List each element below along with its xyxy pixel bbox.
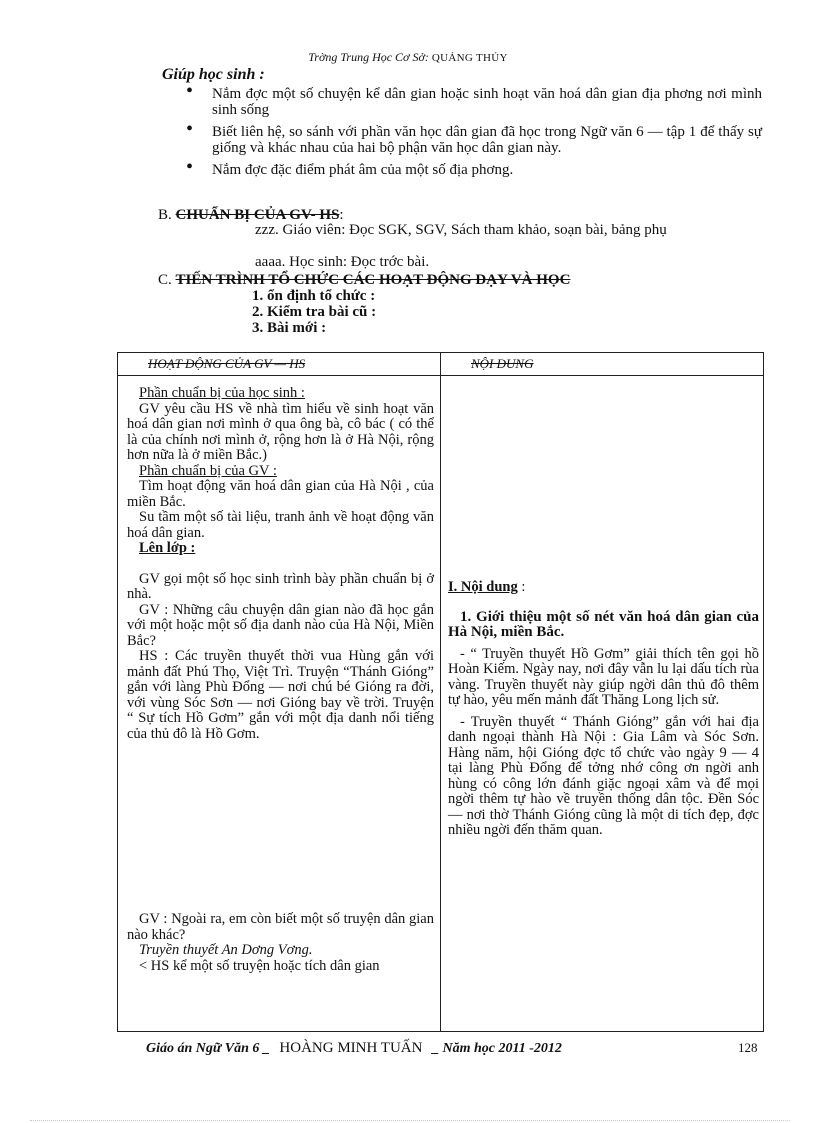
section-c-label: C. xyxy=(158,272,172,288)
activities-cell xyxy=(118,376,441,1032)
len-lop-heading: Lên lớp : xyxy=(139,540,196,556)
footer-author: HOÀNG MINH TUẤN xyxy=(279,1040,423,1056)
content-cell: I. Nội dung : 1. Giới thiệu một số nét văn hoá dân gian của Hà Nội, miền Bắc. - “ Truyền thuyết Hồ Gơm” giải thích tên gọi hồ Hoàn Kiếm. Ngày nay, nơi đây vẫn lu lại dấu tích rùa vàng. Truyền thuyết này giúp ngời dân thủ đô thêm tự hào, yêu mến mảnh đất Thăng Long lịch sử. - Truyền thuyết “ Thánh Gióng” gắn với hai địa danh ngoại thành Hà Nội : Gia Lâm và Sóc Sơn. Hàng năm, hội Gióng đợc tổ chức vào ngày 9 — 4 tại làng Phù Đổng để tởng nhớ công ơn ngời anh hùng có công lớn đánh giặc ngoại xâm và để mọi ngời thêm tự hào về truyền thống dân tộc. Đền Sóc — nơi thờ Thánh Gióng cũng là một di tích đẹp, đợc nhiều ngời đến thăm quan. xyxy=(441,376,764,1032)
goals-title: Giúp học sinh : xyxy=(162,66,265,83)
left-para: < HS kể một số truyện hoặc tích dân gian xyxy=(139,957,380,974)
left-para: GV : Những câu chuyện dân gian nào đã học gắn với một hoặc một số địa danh nào của Hà Nội, Miền Bắc? xyxy=(127,601,434,649)
table-body-row xyxy=(118,376,764,1032)
page-footer xyxy=(146,1040,786,1057)
left-para: GV : Ngoài ra, em còn biết một số truyện dân gian nào khác? xyxy=(127,911,434,943)
step-item: 3. Bài mới : xyxy=(252,320,327,336)
content-heading: I. Nội dung xyxy=(448,579,518,595)
left-para: Truyền thuyết An Dơng Vơng. xyxy=(139,942,313,958)
col-activities-header: HOẠT ĐỘNG CỦA GV — HS xyxy=(118,353,441,376)
prep-hs-title: Phần chuẩn bị của học sinh : xyxy=(139,385,305,401)
header-school: QUẢNG THỦY xyxy=(431,52,508,64)
section-b-label: B. xyxy=(158,207,172,223)
section-c-title: TIẾN TRÌNH TỔ CHỨC CÁC HOẠT ĐỘNG DẠY VÀ HỌC xyxy=(175,272,571,288)
content-para: - Truyền thuyết “ Thánh Gióng” gắn với hai địa danh ngoại thành Hà Nội : Gia Lâm và Sóc Sơn. Hàng năm, hội Gióng đợc tổ chức vào ngày 9 — 4 tại làng Phù Đổng để tởng nhớ công ơn ngời anh hùng có công lớn đánh giặc ngoại xâm và để mọi ngời thêm tự hào về truyền thống dân tộc. Đền Sóc — nơi thờ Thánh Gióng cũng là một di tích đẹp, đợc nhiều ngời đến thăm quan. xyxy=(448,713,759,838)
lesson-table xyxy=(117,352,764,1032)
prep-gv-text1: Tìm hoạt động văn hoá dân gian của Hà Nội , của miền Bắc. xyxy=(127,478,434,510)
goal-item: • Nắm đợc đặc điểm phát âm của một số địa phơng. xyxy=(186,162,762,178)
goal-item: • Nắm đợc một số chuyện kể dân gian hoặc sinh hoạt văn hoá dân gian địa phơng nơi mình sinh sống xyxy=(186,86,762,118)
section-c-heading xyxy=(158,272,570,289)
table-header-row xyxy=(118,353,764,376)
student-prep: aaaa. Học sinh: Đọc trớc bài. xyxy=(255,254,430,270)
left-para: GV gọi một số học sinh trình bày phần chuẩn bị ở nhà. xyxy=(127,570,434,602)
prep-hs-text: GV yêu cầu HS về nhà tìm hiểu về sinh hoạt văn hoá dân gian nơi mình ở qua ông bà, cô bác ( có thể là của chính nơi mình ở, rộng hơn là ở Hà Nội, rộng hơn nữa là ở miền Bắc.) xyxy=(127,400,434,463)
content-para: - “ Truyền thuyết Hồ Gơm” giải thích tên gọi hồ Hoàn Kiếm. Ngày nay, nơi đây vẫn lu lại dấu tích rùa vàng. Truyền thuyết này giúp ngời dân thủ đô thêm tự hào, yêu mến mảnh đất Thăng Long lịch sử. xyxy=(448,645,759,708)
header-prefix: Trờng Trung Học Cơ Sở: xyxy=(308,50,429,64)
footer-left: Giáo án Ngữ Văn 6 _ xyxy=(146,1041,270,1056)
footer-year: _ Năm học 2011 -2012 xyxy=(431,1041,562,1056)
step-item: 1. ổn định tổ chức : xyxy=(252,288,376,304)
col-content-header: NỘI DUNG xyxy=(441,353,764,376)
step-item: 2. Kiểm tra bài cũ : xyxy=(252,304,377,320)
goal-item: • Biết liên hệ, so sánh với phần văn học dân gian đã học trong Ngữ văn 6 — tập 1 để thấy sự giống và khác nhau của hai bộ phận văn học dân gian này. xyxy=(186,124,762,156)
prep-gv-text2: Su tầm một số tài liệu, tranh ảnh về hoạt động văn hoá dân gian. xyxy=(127,509,434,541)
prep-gv-title: Phần chuẩn bị của GV : xyxy=(139,462,277,479)
section-b-heading: B. CHUẨN BỊ CỦA GV- HS: xyxy=(158,207,344,223)
page-header xyxy=(0,50,816,65)
left-para: HS : Các truyền thuyết thời vua Hùng gắn với mảnh đất Phú Thọ, Việt Trì. Truyện “Thánh Gióng” gắn với làng Phù Đổng — nơi chú bé Gióng ra đời, với vùng Sóc Sơn — nơi Gióng bay về trời. Truyện “ Sự tích Hồ Gơm” gắn với một địa danh nổi tiếng của thủ đô là Hồ Gơm. xyxy=(127,648,434,742)
content-subheading: 1. Giới thiệu một số nét văn hoá dân gian của Hà Nội, miền Bắc. xyxy=(448,608,759,640)
teacher-prep: zzz. Giáo viên: Đọc SGK, SGV, Sách tham khảo, soạn bài, bảng phụ xyxy=(255,222,667,238)
page-number: 128 xyxy=(738,1040,758,1055)
goals-list xyxy=(186,86,762,184)
bottom-rule xyxy=(30,1120,790,1121)
section-b-title: CHUẨN BỊ CỦA GV- HS xyxy=(175,207,340,223)
lesson-steps xyxy=(252,288,376,336)
